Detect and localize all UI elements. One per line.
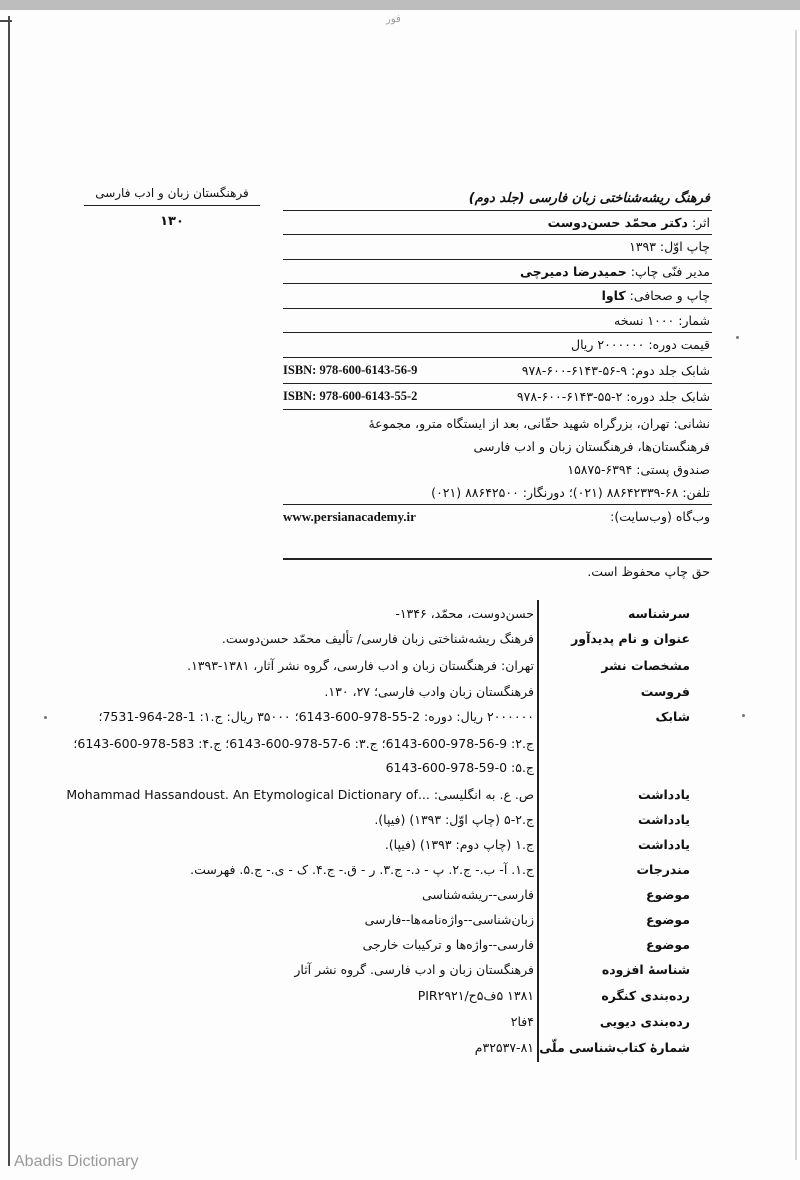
catalog-label: شمارهٔ کتاب‌شناسی ملّی [539, 1040, 690, 1055]
scan-speck [742, 714, 745, 717]
catalog-label: موضوع [645, 887, 690, 902]
catalog-value: فرهنگستان زبان و ادب فارسی. گروه نشر آثار [294, 962, 534, 977]
series-box [84, 186, 260, 229]
catalog-value: ۲۰۰۰۰۰۰ ریال: دوره: 2-55-978-600-6143؛ ۳۵۰۰۰ ریال: ج.۱: 1-28-964-7531؛ [98, 709, 534, 724]
website-label: وب‌گاه (وب‌سایت): [610, 508, 710, 524]
isbn-vol2-fa: شابک جلد دوم: ۹-۵۶-۶۱۴۳-۶۰۰-۹۷۸ [521, 362, 710, 378]
catalog-value: ج.۲: 9-56-978-600-6143؛ ج.۳: 6-57-978-600-6143؛ ج.۴: 583-978-600-6143؛ [73, 736, 534, 751]
book-title: فرهنگ ریشه‌شناختی زبان فارسی (جلد دوم) [468, 191, 710, 206]
catalog-label: سرشناسه [627, 606, 690, 621]
phone-line: تلفن: ۶۸-۸۸۶۴۲۳۳۹ (۰۲۱)؛ دورنگار: ۸۸۶۴۲۵۰۰ (۰۲۱) [431, 484, 710, 500]
catalog-value: فرهنگستان زبان وادب فارسی؛ ۲۷، ۱۳۰. [324, 684, 534, 699]
catalog-value: فرهنگ ریشه‌شناختی زبان فارسی/ تألیف محمّد حسن‌دوست. [221, 631, 534, 646]
rights-text: حق چاپ محفوظ است. [587, 564, 710, 579]
catalog-value: تهران: فرهنگستان زبان و ادب فارسی، گروه نشر آثار، ۱۳۸۱-۱۳۹۳. [187, 658, 534, 673]
address-block [283, 410, 712, 504]
edition-row [283, 235, 712, 260]
colophon [283, 186, 712, 528]
rights-divider [283, 558, 712, 560]
isbn-set-en: ISBN: 978-600-6143-55-2 [283, 388, 418, 403]
price-text: قیمت دوره: ۲۰۰۰۰۰۰ ریال [571, 337, 710, 352]
catalog-value: ج.۱ (چاپ دوم: ۱۳۹۳) (فیپا). [384, 837, 534, 852]
address-line: فرهنگستان‌ها، فرهنگستان زبان و ادب فارسی [473, 438, 710, 454]
catalog-divider [537, 600, 539, 1062]
copies-row [283, 309, 712, 334]
page-left-edge-cap [0, 20, 12, 22]
page-left-edge [8, 16, 10, 1166]
catalog-label: یادداشت [637, 812, 690, 827]
book-title-row [283, 186, 712, 211]
isbn-set-fa: شابک جلد دوره: ۲-۵۵-۶۱۴۳-۶۰۰-۹۷۸ [516, 388, 710, 404]
catalog-label: رده‌بندی دیویی [599, 1014, 690, 1029]
catalog-value: ج.۵: 0-59-978-600-6143 [385, 760, 534, 775]
postbox-line: صندوق پستی: ۶۳۹۴-۱۵۸۷۵ [567, 461, 710, 477]
catalog-label: عنوان و نام پدیدآور [571, 631, 690, 646]
catalog-value: فارسی--واژه‌ها و ترکیبات خارجی [362, 937, 534, 952]
edition-text: چاپ اوّل: ۱۳۹۳ [629, 239, 710, 254]
isbn-vol2-en: ISBN: 978-600-6143-56-9 [283, 362, 418, 377]
catalog-label: فروست [640, 684, 690, 699]
tech-manager-row [283, 260, 712, 285]
website-row [283, 504, 712, 529]
series-name: فرهنگستان زبان و ادب فارسی [84, 186, 260, 206]
printer-row [283, 284, 712, 309]
page-right-edge [795, 30, 797, 1160]
price-row [283, 333, 712, 358]
tech-manager-name: حمیدرضا دمیرچی [520, 263, 627, 279]
top-bar [0, 0, 800, 10]
catalog-value: ج.۲-۵ (چاپ اوّل: ۱۳۹۳) (فیپا). [374, 812, 534, 827]
watermark: Abadis Dictionary [14, 1153, 139, 1170]
top-mark: فور [386, 14, 401, 25]
catalog-label: شابک [655, 709, 690, 724]
series-number: ۱۳۰ [160, 214, 184, 229]
author-label: اثر: [691, 214, 710, 230]
catalog-value: زبان‌شناسی--واژه‌نامه‌ها--فارسی [364, 912, 534, 927]
catalog-value: ۱۳۸۱ ۵ف۵ح/PIR۲۹۲۱ [417, 988, 534, 1003]
catalog-value: فارسی--ریشه‌شناسی [421, 887, 534, 902]
address-line: نشانی: تهران، بزرگراه شهید حقّانی، بعد از ایستگاه مترو، مجموعهٔ [368, 415, 710, 431]
catalog-label: موضوع [645, 912, 690, 927]
isbn-vol2-row [283, 358, 712, 384]
catalog-value: حسن‌دوست، محمّد، ۱۳۴۶- [395, 606, 534, 621]
author-row [283, 211, 712, 236]
tech-manager-label: مدیر فنّی چاپ: [630, 263, 710, 279]
website-link[interactable]: www.persianacademy.ir [283, 508, 416, 524]
catalog-label: یادداشت [637, 787, 690, 802]
catalog-value: ص. ع. به انگلیسی: ...Mohammad Hassandoust. An Etymological Dictionary of [66, 787, 534, 802]
scan-speck [736, 336, 739, 339]
catalog-label: یادداشت [637, 837, 690, 852]
scan-speck [44, 716, 47, 719]
catalog-label: رده‌بندی کنگره [601, 988, 690, 1003]
copies-text: شمار: ۱۰۰۰ نسخه [614, 312, 710, 328]
catalog-value: ۴فا۲ [510, 1014, 534, 1029]
catalog-label: مشخصات نشر [601, 658, 690, 673]
catalog-label: شناسهٔ افزوده [601, 962, 690, 977]
author-name: دکتر محمّد حسن‌دوست [547, 214, 688, 230]
catalog-label: مندرجات [636, 862, 690, 877]
catalog-label: موضوع [645, 937, 690, 952]
catalog-value: ج.۱. آ- ب.- ج.۲. پ - د.- ج.۳. ر - ق.- ج.۴. ک - ی.- ج.۵. فهرست. [190, 862, 534, 877]
catalog-value: ۳۲۵۳۷-۸۱م [474, 1040, 534, 1055]
printer-label: چاپ و صحافی: [629, 288, 710, 303]
isbn-set-row [283, 384, 712, 410]
printer-name: کاوا [601, 288, 626, 303]
